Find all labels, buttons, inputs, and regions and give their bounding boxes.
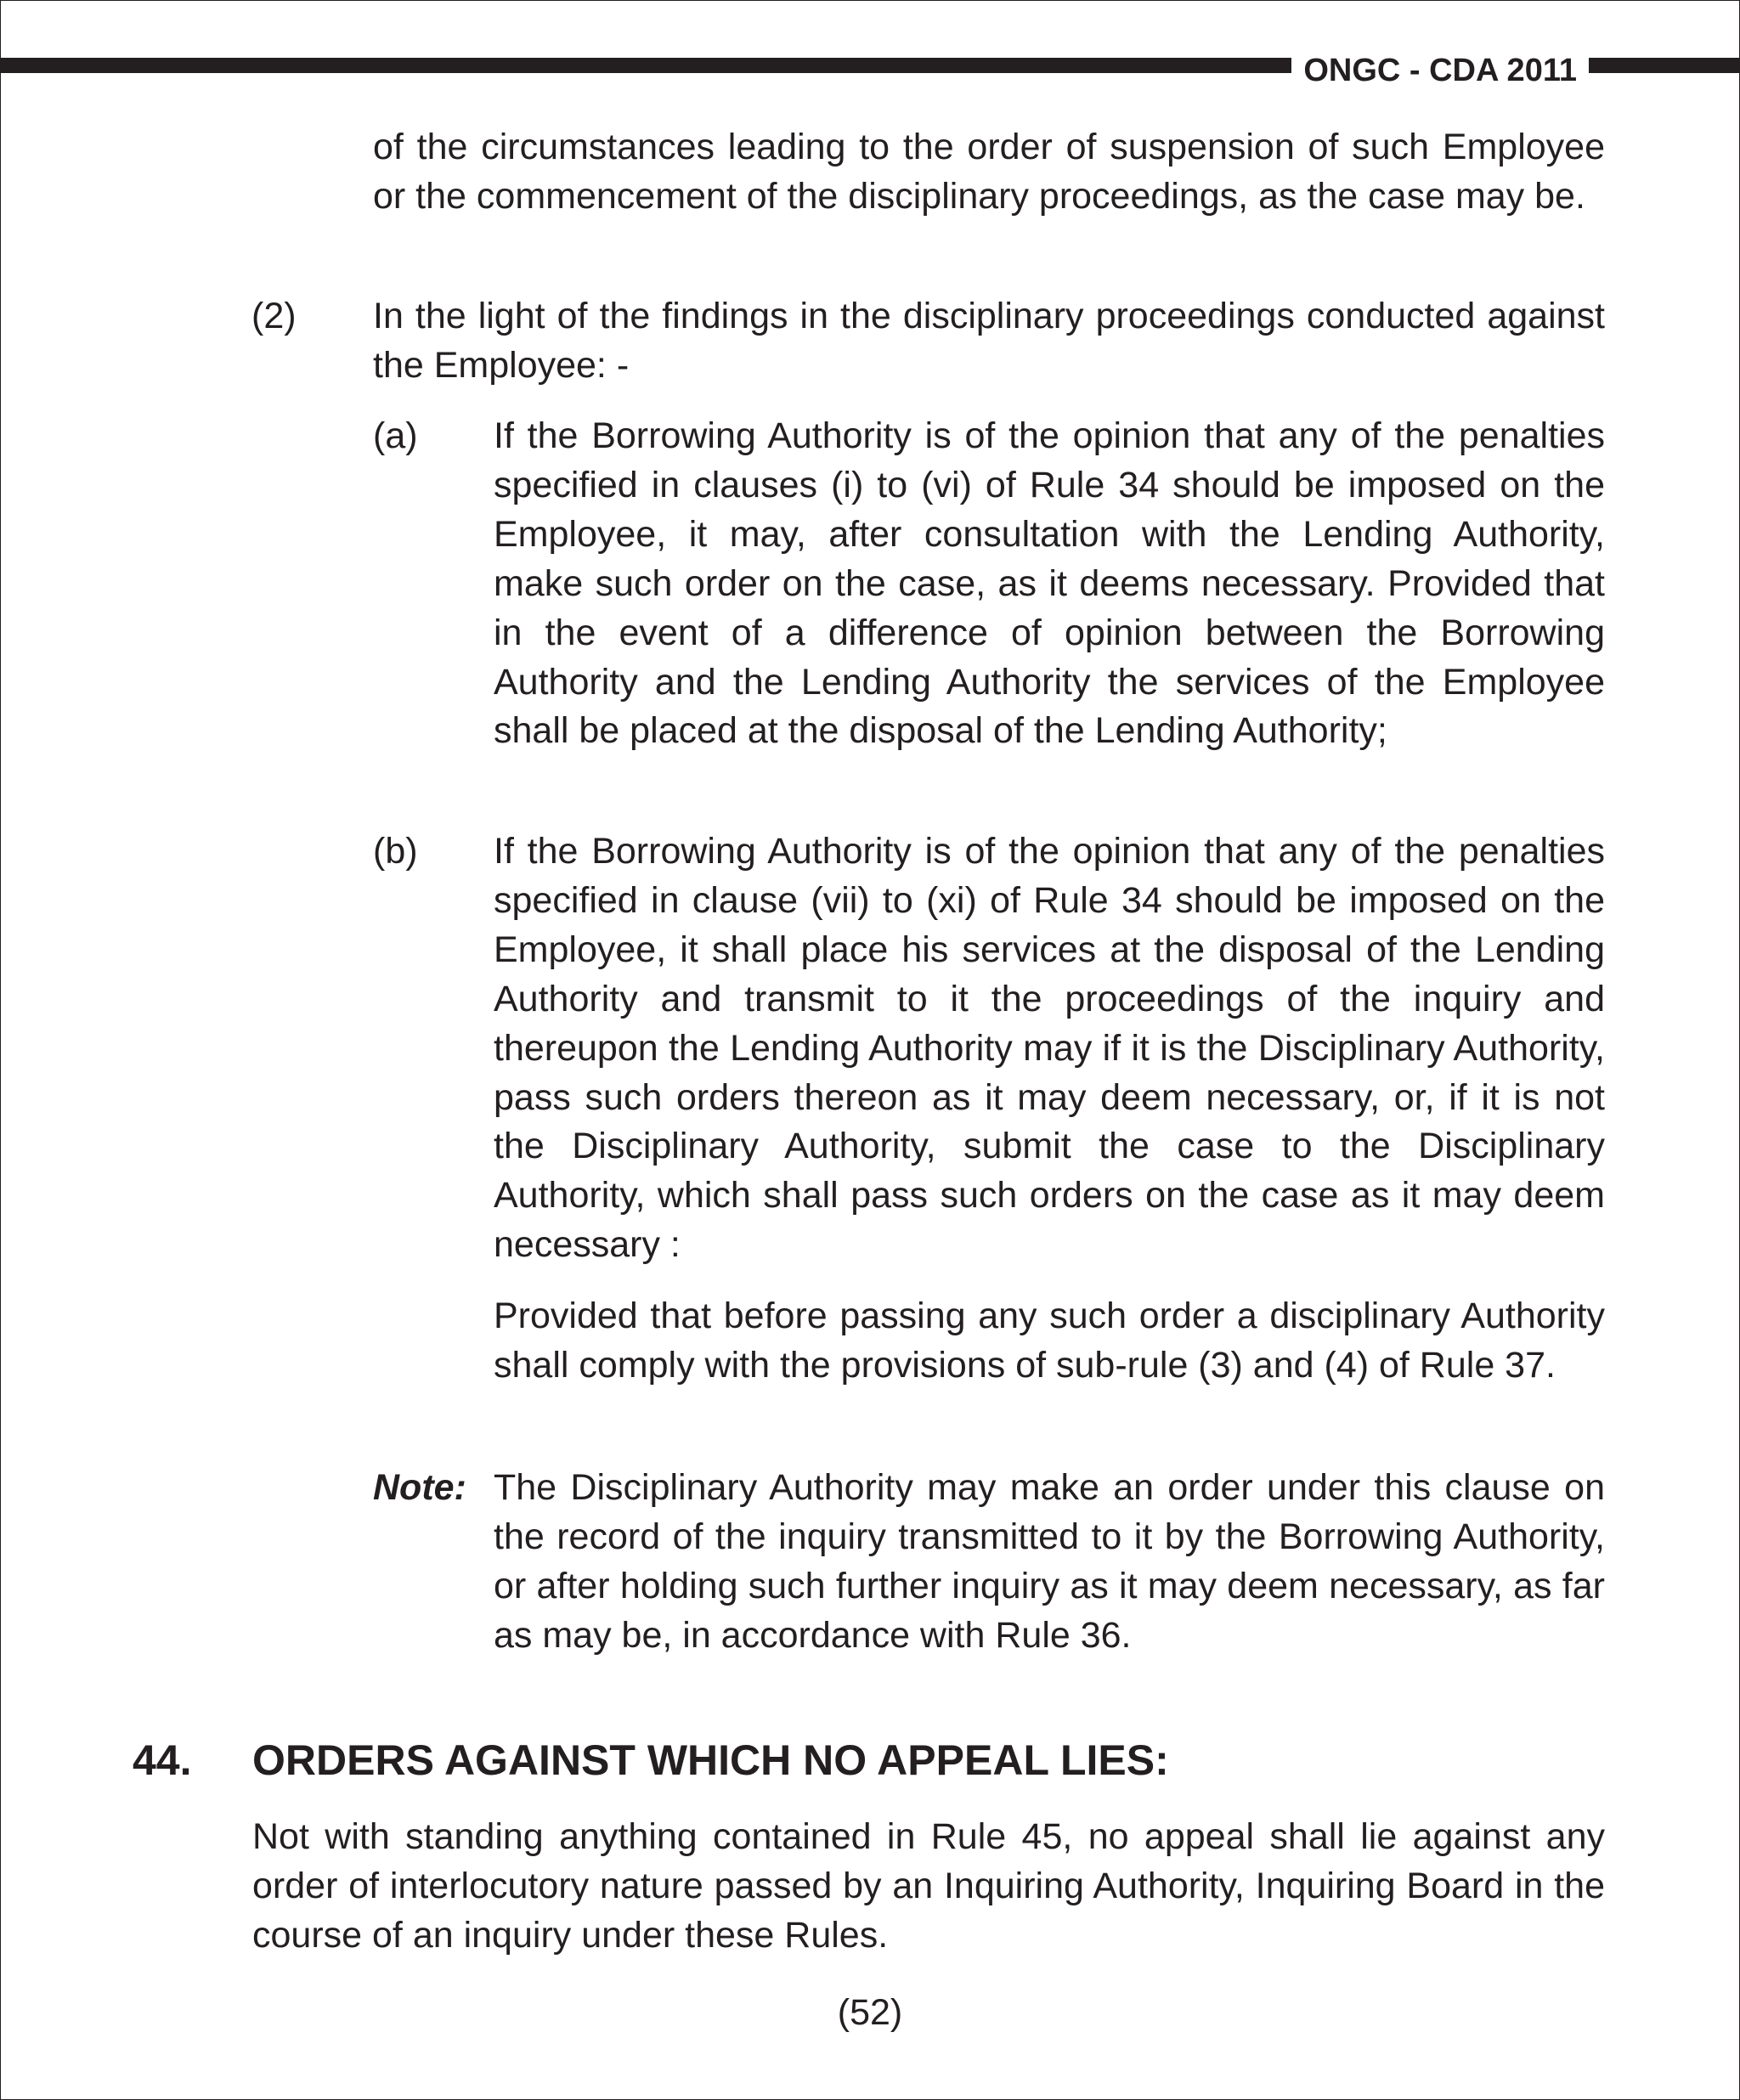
- note-text: The Disciplinary Authority may make an order under this clause on the record of the inquiry transmitted to it by the Borrowing Authority, or after holding such further inquiry as it may deem necessary, as far as may be, in accordance with Rule 36.: [494, 1467, 1605, 1656]
- clause-2-label: (2): [251, 296, 297, 336]
- proviso-paragraph: Provided that before passing any such order a disciplinary Authority shall comply with the provisions of sub-rule (3) and (4) of Rule 37.: [494, 1296, 1605, 1386]
- page-number: (52): [837, 1992, 903, 2033]
- section-44-title: ORDERS AGAINST WHICH NO APPEAL LIES:: [252, 1736, 1169, 1784]
- clause-b-label: (b): [373, 831, 418, 872]
- continuation-paragraph: of the circumstances leading to the order of suspension of such Employee or the commencement of the disciplinary proceedings, as the case may be.: [373, 127, 1605, 217]
- section-44-text: Not with standing anything contained in Rule 45, no appeal shall lie against any order of interlocutory nature passed by an Inquiring Authority, Inquiring Board in the course of an inquiry under these Rules.: [252, 1816, 1605, 1956]
- header-rule-end: [1589, 58, 1740, 73]
- clause-a-text: If the Borrowing Authority is of the opinion that any of the penalties specified in clauses (i) to (vi) of Rule 34 should be imposed on the Employee, it may, after consultation with the Lending Authority, make such order on the case, as it deems necessary. Provided that in the event of a difference of opinion between the Borrowing Authority and the Lending Authority the services of the Employee shall be placed at the disposal of the Lending Authority;: [494, 415, 1605, 752]
- section-44-number: 44.: [133, 1736, 192, 1784]
- clause-a-label: (a): [373, 415, 418, 456]
- clause-b-text: If the Borrowing Authority is of the opinion that any of the penalties specified in clause (vii) to (xi) of Rule 34 should be imposed on the Employee, it shall place his services at the disposal of the Lending Authority and transmit to it the proceedings of the inquiry and thereupon the Lending Authority may if it is the Disciplinary Authority, pass such orders thereon as it may deem necessary, or, if it is not the Disciplinary Authority, submit the case to the Disciplinary Authority, which shall pass such orders on the case as it may deem necessary :: [494, 831, 1605, 1266]
- running-title: ONGC - CDA 2011: [1291, 49, 1589, 92]
- note-label: Note:: [373, 1467, 466, 1508]
- clause-2-text: In the light of the findings in the disciplinary proceedings conducted against the Employee: -: [373, 296, 1605, 386]
